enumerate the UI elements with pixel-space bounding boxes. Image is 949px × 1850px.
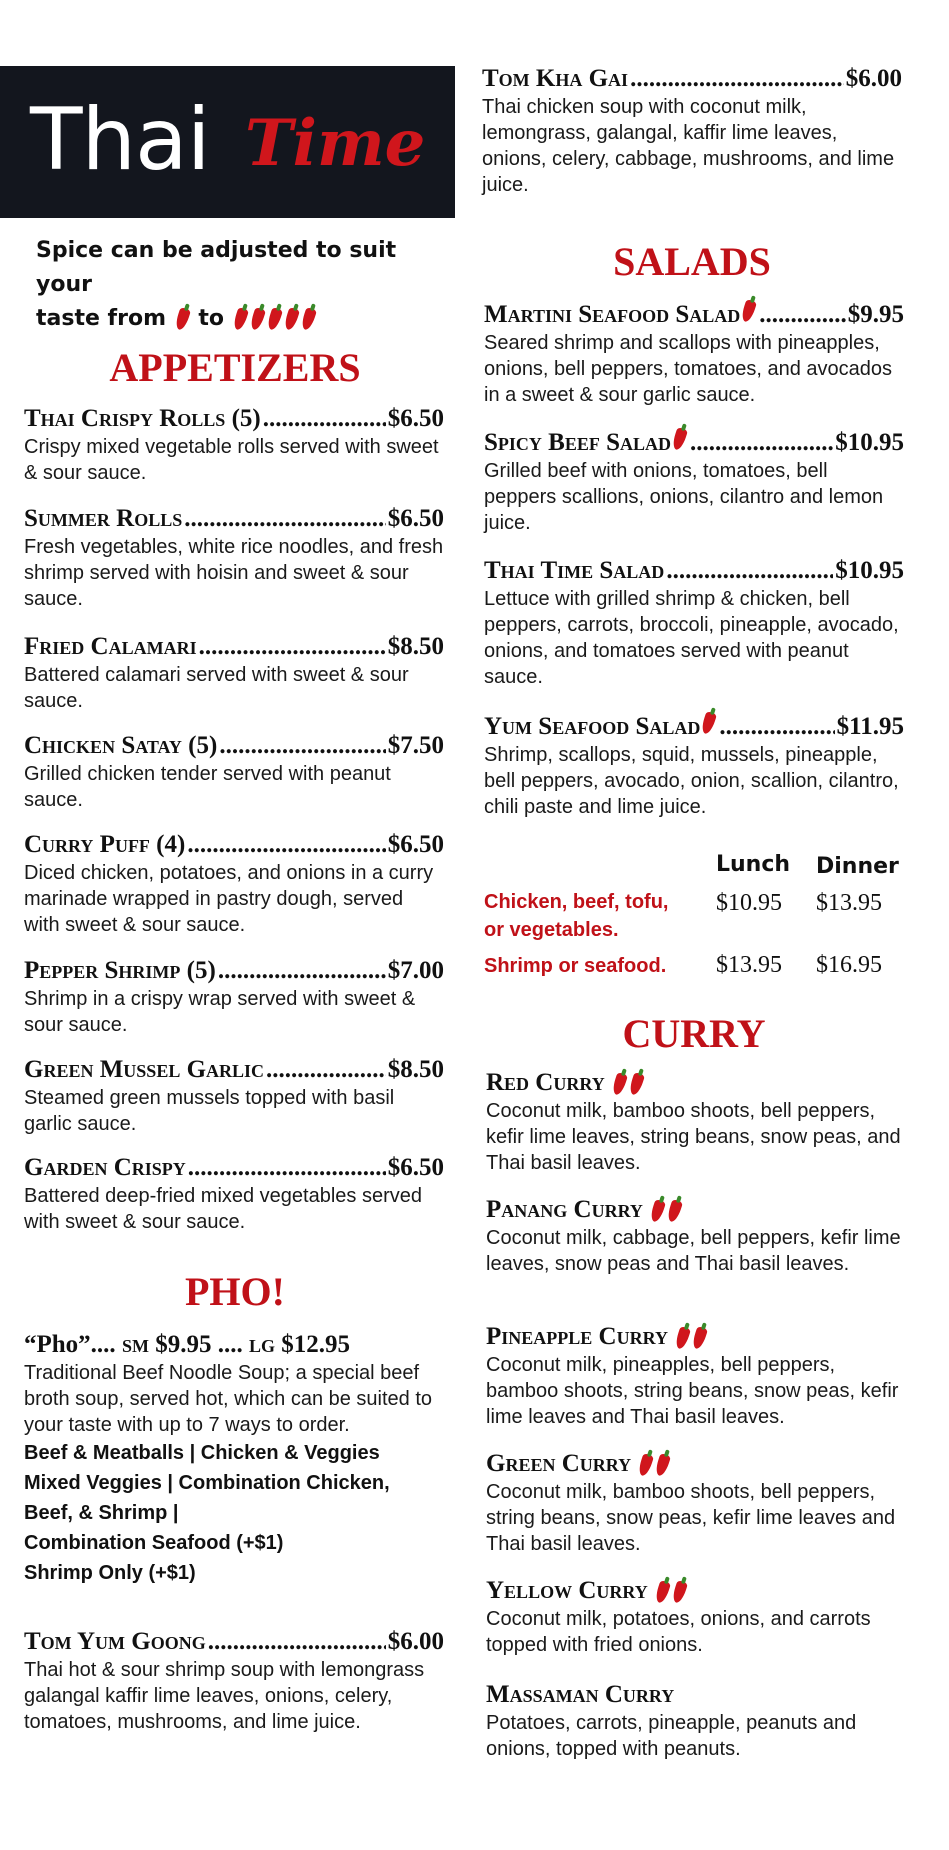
menu-item	[24, 504, 444, 612]
chili-icon	[266, 307, 283, 331]
item-desc: Coconut milk, potatoes, onions, and carrots topped with fried onions.	[486, 1608, 871, 1656]
item-price: $10.95	[835, 429, 904, 456]
menu-item	[486, 1680, 906, 1762]
menu-item	[24, 956, 444, 1038]
chili-icon	[671, 1580, 688, 1604]
pho-option: Mixed Veggies | Combination Chicken,	[24, 1472, 390, 1494]
price-lunch: $13.95	[716, 952, 782, 978]
pho-option: Beef, & Shrimp |	[24, 1502, 179, 1524]
item-desc: Thai hot & sour shrimp soup with lemongrass galangal kaffir lime leaves, onions, celery, tomatoes, mushrooms, and lime juice.	[24, 1659, 425, 1733]
chili-icon	[232, 307, 249, 331]
price-dinner: $16.95	[816, 952, 882, 978]
item-desc: Battered deep-fried mixed vegetables served with sweet & sour sauce.	[24, 1185, 423, 1233]
item-name: Spicy Beef Salad	[484, 429, 671, 456]
menu-item	[486, 1195, 906, 1277]
chili-icon	[611, 1072, 628, 1096]
chili-icon	[300, 307, 317, 331]
item-name: Tom Yum Goong	[24, 1628, 206, 1655]
chili-icon	[174, 307, 191, 331]
item-name: Garden Crispy	[24, 1154, 186, 1181]
pho-sm-price: $9.95	[155, 1331, 212, 1358]
spice-note-from: taste from	[36, 306, 167, 331]
item-name: Martini Seafood Salad	[484, 301, 741, 328]
item-name: Thai Time Salad	[484, 557, 665, 584]
menu-item	[484, 300, 904, 408]
chili-icon	[674, 1326, 691, 1350]
item-name: Yellow Curry	[486, 1577, 648, 1604]
logo-thai-text: Thai	[30, 90, 210, 190]
item-desc: Crispy mixed vegetable rolls served with sweet & sour sauce.	[24, 436, 439, 484]
pho-option: Beef & Meatballs | Chicken & Veggies	[24, 1442, 380, 1464]
price-dinner: $13.95	[816, 890, 882, 916]
pho-sep: ....	[217, 1331, 243, 1358]
menu-item	[486, 1322, 906, 1430]
menu-item	[484, 712, 904, 820]
logo-time-text: Time	[245, 106, 426, 181]
item-desc: Steamed green mussels topped with basil garlic sauce.	[24, 1087, 395, 1135]
item-price: $6.00	[387, 1628, 444, 1655]
menu-item	[24, 632, 444, 714]
item-desc: Lettuce with grilled shrimp & chicken, bell peppers, carrots, broccoli, pineapple, avocado, onions, and tomatoes served with peanut sauce.	[484, 588, 899, 688]
menu-item	[486, 1068, 906, 1176]
item-price: $10.95	[835, 557, 904, 584]
pho-option: Combination Seafood (+$1)	[24, 1532, 284, 1554]
menu-item	[486, 1449, 906, 1557]
chili-icon	[628, 1072, 645, 1096]
item-price: $8.50	[387, 1056, 444, 1083]
item-price: $7.50	[387, 732, 444, 759]
item-name: Massaman Curry	[486, 1681, 675, 1708]
section-salads: SALADS	[613, 239, 771, 284]
item-desc: Shrimp, scallops, squid, mussels, pineapple, bell peppers, avocado, onion, scallion, cilantro, chili paste and lime juice.	[484, 744, 899, 818]
chili-icon	[666, 1199, 683, 1223]
item-name: Thai Crispy Rolls (5)	[24, 405, 261, 432]
chili-icon	[637, 1453, 654, 1477]
item-price: $8.50	[387, 633, 444, 660]
item-desc: Thai chicken soup with coconut milk, lemongrass, galangal, kaffir lime leaves, onions, celery, cabbage, mushrooms, and lime juice.	[482, 96, 895, 196]
item-name: Pineapple Curry	[486, 1323, 668, 1350]
chili-icon	[654, 1580, 671, 1604]
menu-item	[24, 731, 444, 813]
item-name: Red Curry	[486, 1069, 605, 1096]
item-price: $7.00	[387, 957, 444, 984]
spice-note-line1: Spice can be adjusted to suit your	[36, 238, 397, 297]
price-header-dinner: Dinner	[816, 854, 899, 879]
menu-item	[486, 1576, 906, 1658]
pho-title: “Pho”....	[24, 1331, 116, 1358]
spice-note-to: to	[198, 306, 224, 331]
item-desc: Grilled beef with onions, tomatoes, bell peppers scallions, onions, cilantro and lemon juice.	[484, 460, 884, 534]
pho-lg-label: lg	[248, 1331, 275, 1358]
item-name: Fried Calamari	[24, 633, 197, 660]
price-header-lunch: Lunch	[716, 852, 791, 877]
price-row-label: Chicken, beef, tofu, or vegetables.	[484, 891, 669, 941]
menu-item	[484, 556, 904, 690]
item-desc: Fresh vegetables, white rice noodles, and fresh shrimp served with hoisin and sweet & sour sauce.	[24, 536, 444, 610]
menu-item	[24, 1627, 444, 1735]
item-desc: Grilled chicken tender served with peanut sauce.	[24, 763, 391, 811]
item-name: Green Mussel Garlic	[24, 1056, 265, 1083]
item-price: $9.95	[847, 301, 904, 328]
spice-note	[36, 234, 456, 336]
item-name: Panang Curry	[486, 1196, 643, 1223]
item-desc: Potatoes, carrots, pineapple, peanuts and onions, topped with peanuts.	[486, 1712, 857, 1760]
item-name: Pepper Shrimp (5)	[24, 957, 216, 984]
menu-item	[24, 1153, 444, 1235]
item-name: Chicken Satay (5)	[24, 732, 218, 759]
item-price: $6.50	[387, 405, 444, 432]
chili-icon	[671, 427, 688, 451]
section-appetizers: APPETIZERS	[109, 345, 361, 390]
menu-item	[24, 1055, 444, 1137]
item-price: $6.50	[387, 505, 444, 532]
section-pho: PHO!	[185, 1269, 285, 1314]
pho-option: Shrimp Only (+$1)	[24, 1562, 196, 1584]
item-price: $6.50	[387, 831, 444, 858]
item-name: Green Curry	[486, 1450, 632, 1477]
item-desc: Shrimp in a crispy wrap served with sweet & sour sauce.	[24, 988, 416, 1036]
item-price: $6.50	[387, 1154, 444, 1181]
chili-icon	[249, 307, 266, 331]
chili-icon	[740, 299, 757, 323]
pho-sm-label: sm	[121, 1331, 149, 1358]
section-curry: CURRY	[622, 1011, 766, 1056]
logo-banner	[0, 66, 455, 218]
item-desc: Coconut milk, pineapples, bell peppers, bamboo shoots, string beans, snow peas, kefir lime leaves and Thai basil leaves.	[486, 1354, 899, 1428]
item-price: $6.00	[845, 65, 902, 92]
item-desc: Coconut milk, bamboo shoots, bell peppers, kefir lime leaves, string beans, snow peas, and Thai basil leaves.	[486, 1100, 901, 1174]
menu-item	[484, 428, 904, 536]
chili-icon	[649, 1199, 666, 1223]
item-name: Summer Rolls	[24, 505, 183, 532]
menu-item	[24, 830, 444, 938]
item-desc: Coconut milk, bamboo shoots, bell peppers, string beans, snow peas, kefir lime leaves and Thai basil leaves.	[486, 1481, 896, 1555]
pho-lg-price: $12.95	[281, 1331, 350, 1358]
pho-desc: Traditional Beef Noodle Soup; a special beef broth soup, served hot, which can be suited to your taste with up to 7 ways to order.	[24, 1362, 433, 1436]
item-price: $11.95	[836, 713, 904, 740]
chili-icon	[283, 307, 300, 331]
menu-item	[24, 404, 444, 486]
menu-item	[482, 64, 902, 198]
item-desc: Diced chicken, potatoes, and onions in a curry marinade wrapped in pastry dough, served with sweet & sour sauce.	[24, 862, 434, 936]
pho-item	[24, 1330, 454, 1588]
item-desc: Coconut milk, cabbage, bell peppers, kefir lime leaves, snow peas and Thai basil leaves.	[486, 1227, 901, 1275]
item-desc: Seared shrimp and scallops with pineapples, onions, bell peppers, tomatoes, and avocados in a sweet & sour garlic sauce.	[484, 332, 893, 406]
item-name: Tom Kha Gai	[482, 65, 629, 92]
item-name: Curry Puff (4)	[24, 831, 186, 858]
chili-icon	[700, 711, 717, 735]
price-lunch: $10.95	[716, 890, 782, 916]
item-desc: Battered calamari served with sweet & sour sauce.	[24, 664, 409, 712]
price-row-label: Shrimp or seafood.	[484, 955, 667, 977]
chili-icon	[691, 1326, 708, 1350]
item-name: Yum Seafood Salad	[484, 713, 701, 740]
chili-icon	[654, 1453, 671, 1477]
